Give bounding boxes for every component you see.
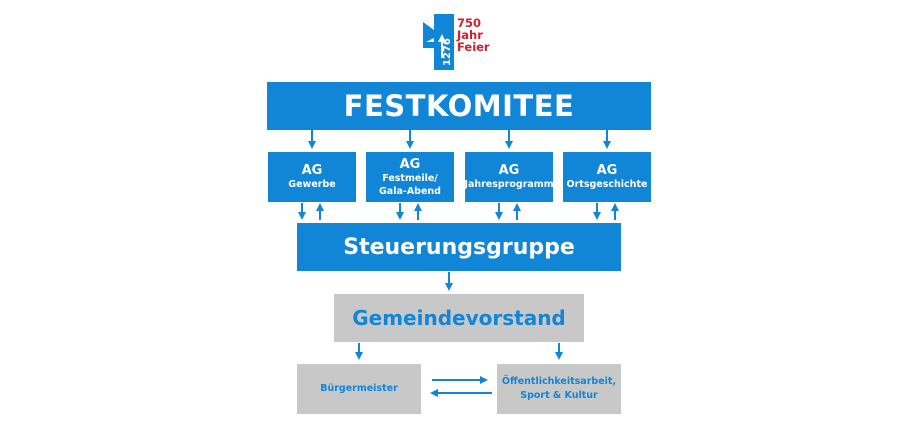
steuerungsgruppe-label: Steuerungsgruppe <box>343 234 575 260</box>
ag-subtitle: Jahresprogramm <box>464 179 554 190</box>
ag-title: AG <box>596 163 618 178</box>
ag-title: AG <box>498 163 520 178</box>
ag-subtitle: Gewerbe <box>288 179 336 190</box>
buergermeister-box <box>297 364 421 414</box>
ag-box-ortsgeschichte <box>563 152 651 202</box>
festkomitee-box <box>267 82 651 130</box>
oeffentlichkeit-label: Öffentlichkeitsarbeit, Sport & Kultur <box>501 376 617 401</box>
logo-feier: Feier <box>457 40 490 54</box>
logo-jahr: Jahr <box>457 28 483 42</box>
oeffentlichkeit-box <box>497 364 621 414</box>
festkomitee-label: FESTKOMITEE <box>343 89 575 123</box>
steuerungsgruppe-box <box>297 223 621 271</box>
gemeindevorstand-box <box>334 294 584 342</box>
ag-title: AG <box>301 163 323 178</box>
ag-title: AG <box>399 156 421 172</box>
logo-750: 750 <box>457 16 482 30</box>
ag-box-jahresprogramm <box>465 152 553 202</box>
ag-subtitle: Ortsgeschichte <box>566 179 648 190</box>
logo-year: 1276 <box>442 38 453 66</box>
ag-box-gewerbe <box>268 152 356 202</box>
gemeindevorstand-label: Gemeindevorstand <box>352 306 566 330</box>
buergermeister-label: Bürgermeister <box>320 383 398 394</box>
ag-subtitle: Festmeile/ Gala-Abend <box>379 172 441 197</box>
ag-box-festmeile <box>366 152 454 202</box>
